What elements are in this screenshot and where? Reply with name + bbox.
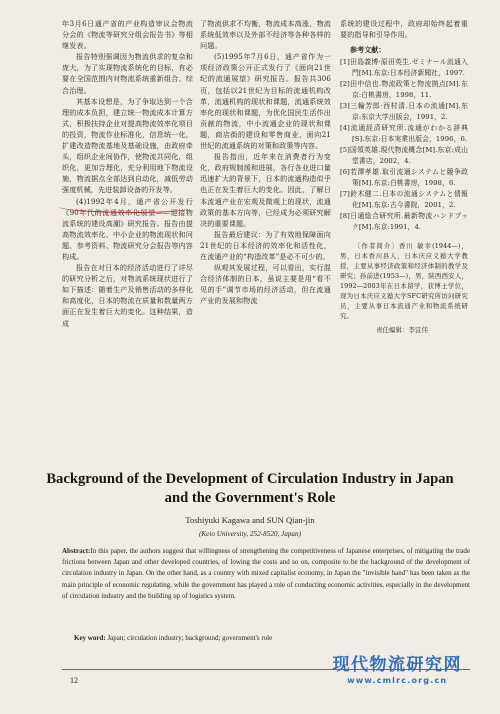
reference-item: [5]国領英雄.現代物流概念[M].东京:成山堂書店，2002，4.: [340, 146, 468, 166]
references-heading: 参考文献：: [350, 45, 386, 55]
english-title-line: Background of the Development of Circulation Industry in Japan: [46, 471, 454, 487]
site-watermark: [333, 650, 463, 685]
paragraph: 年3月6日通产省的产业构造审议会物流分会的《物流等研究分组会报告书》等相继发表。: [62, 19, 193, 51]
reference-item: [6]若澤孝雄.取引流通システムと競争政策[M].东京:白桃書房，1998，6.: [340, 168, 468, 188]
paragraph: 纵观其发展过程，可以看出，实行混合经济体制的日本，虽说主要是用“看不见的手”调节市场的经济活动，但在流通产业的发展和物流: [200, 263, 331, 306]
reference-item: [4]流通経済研究所.流通がわかる辞典[S].东京:日本実業出版会，1996，6.: [340, 124, 468, 144]
author-bio-text: 〔作者简介〕香川 敏幸(1944—)，男，日本香川县人，日本庆应义塾大学教授，主要从事经济政策和经济体制的教学及研究；孙前进(1953—)，男，陕西西安人，1992—2003年在日本留学，获博士学位，现为日本庆应义塾大学SFC研究所访问研究员，主要从事日本流通产业和物流系统研究。: [340, 242, 468, 321]
keyword-text: Japan; circulation industry; background; government's role: [105, 634, 273, 642]
middle-text-column: [200, 18, 331, 306]
paragraph: 报告最后建议：为了有效地保障面向21世纪的日本经济的效率化和活性化，在流通产业的“构造改革”是必不可少的。: [200, 229, 331, 261]
reference-item: [3]三輪芳郎·西村清.日本の流通[M].东京:东京大学出版会，1991，2.: [340, 102, 468, 122]
paragraph: 系统的建设过程中，政府却始终起着重要的指导和引导作用。: [340, 19, 468, 40]
abstract-label: Abstract:: [62, 547, 91, 555]
paragraph: 了物流供求不均衡，物流成本高涨，物流系统低效率以及外部不经济等各种各样的问题。: [200, 19, 331, 51]
reference-item: [7]鈴木健二.日本の流通システムと情報化[M].东京:古今書院，2001，2.: [340, 190, 468, 210]
keyword-label: Key word:: [74, 634, 106, 642]
english-authors: Toshiyuki Kagawa and SUN Qian-jin: [185, 515, 315, 525]
references-list: [340, 57, 468, 233]
english-keywords: [74, 634, 470, 642]
paragraph: 其基本设想是，为了争取达到一个合理的成本负担，建立统一物流成本计算方式，积极扶持企业对提高物流效率化项目的投资，物流作业标准化，信息统一化，扩建改造物流基地及基础设施，由政府牵头，组织企业间协作，使物流共同化，组织化，更加合理化，充分利用地下物流设施，物流据点全部达到自动化，减低劳动强度机械，先进装卸设备的开发等。: [62, 96, 193, 195]
author-bio: [340, 241, 468, 321]
paragraph: 报告在对日本的经济活动进行了详尽的研究分析之后，对物流系统现状进行了如下描述：随着生产及销售活动的多样化和高度化，日本的物流在质量和数量两方面正在发生着巨大的变化。这种结果，造成: [62, 263, 193, 328]
reference-item: [2]田中信也.物流政策と物流拠点[M].东京:白桃書房，1998，11.: [340, 80, 468, 100]
reference-item: [8]日通総合研究所.最新物流ハンドブック[M].东京:1991，4.: [340, 212, 468, 232]
responsible-editor: 责任编辑：李宜伟: [376, 326, 428, 335]
english-abstract: [62, 546, 470, 602]
abstract-text: In this paper, the authors suggest that willingness of strengthening the competitiveness of Japanese enterprises, of mitigating the trade frictions between Japan and other developed countries, of lowing the costs and so on, composite to be the background of the development of circulation industry in Japan. On the other hand, as a country with mixed capitalist economy, in Japan the "invisible hand" has been taken as the main principle of economic regulating, while the government has played a role of conducting economic activities, especially in the development of circulation industry and the building up of logistics system.: [62, 547, 470, 600]
english-affiliation: (Keio University, 252-8520, Japan): [198, 530, 301, 538]
paragraph: (5)1995年7月6日，通产省作为一项经济政策公开正式发行了《面向21世纪的流通展望》研究报告。报告共306页，包括以21世纪为目标的流通机构改革，流通机构的现状和课题，流通系统效率化的现状和课题，为优化国民生活作出贡献的物流，中小流通企业的现状和课题，商店街的建设和零售商业，面向21世纪的流通系统的对策和政策等内容。: [200, 52, 331, 151]
reference-item: [1]田島義博·原田英生.ゼミナール流通入門[M].东京:日本经济新聞社，1997.: [340, 58, 468, 78]
english-title: [40, 470, 460, 508]
paragraph: 报告指出，近年来在消费者行为变化，政府规制缓和进展，各行各业进口量迅速扩大的背景下，日本的流通构造似乎也正在发生着巨大的变化。因此，了解日本流通产业在宏观及微观上的现状，流通政策的基本方向等，已经成为必须研究解决的重要课题。: [200, 152, 331, 228]
right-text-column: [340, 18, 468, 336]
page-number: 12: [70, 676, 78, 685]
watermark-url: www.cmlrc.org.cn: [347, 676, 448, 685]
paragraph: 报告特别强调因为物流供求的复杂和庞大，为了实现物流系统化的目标，有必要在全国范围内对物流系统重新组合、综合治理。: [62, 52, 193, 95]
paragraph-text: (4)1992年4月，通产省公开发行《90年代的流通效率化展望——迎接物流系统的建设高潮》研究报告。报告由提高物流效率化、中小企业的物流现状和问题、参考资料、物流研究分会报告等内容构成。: [62, 196, 193, 261]
english-title-line: and the Government's Role: [164, 490, 336, 506]
highlighted-paragraph: [62, 196, 193, 263]
watermark-title: 现代物流研究网: [332, 655, 462, 675]
left-text-column: [62, 18, 193, 329]
